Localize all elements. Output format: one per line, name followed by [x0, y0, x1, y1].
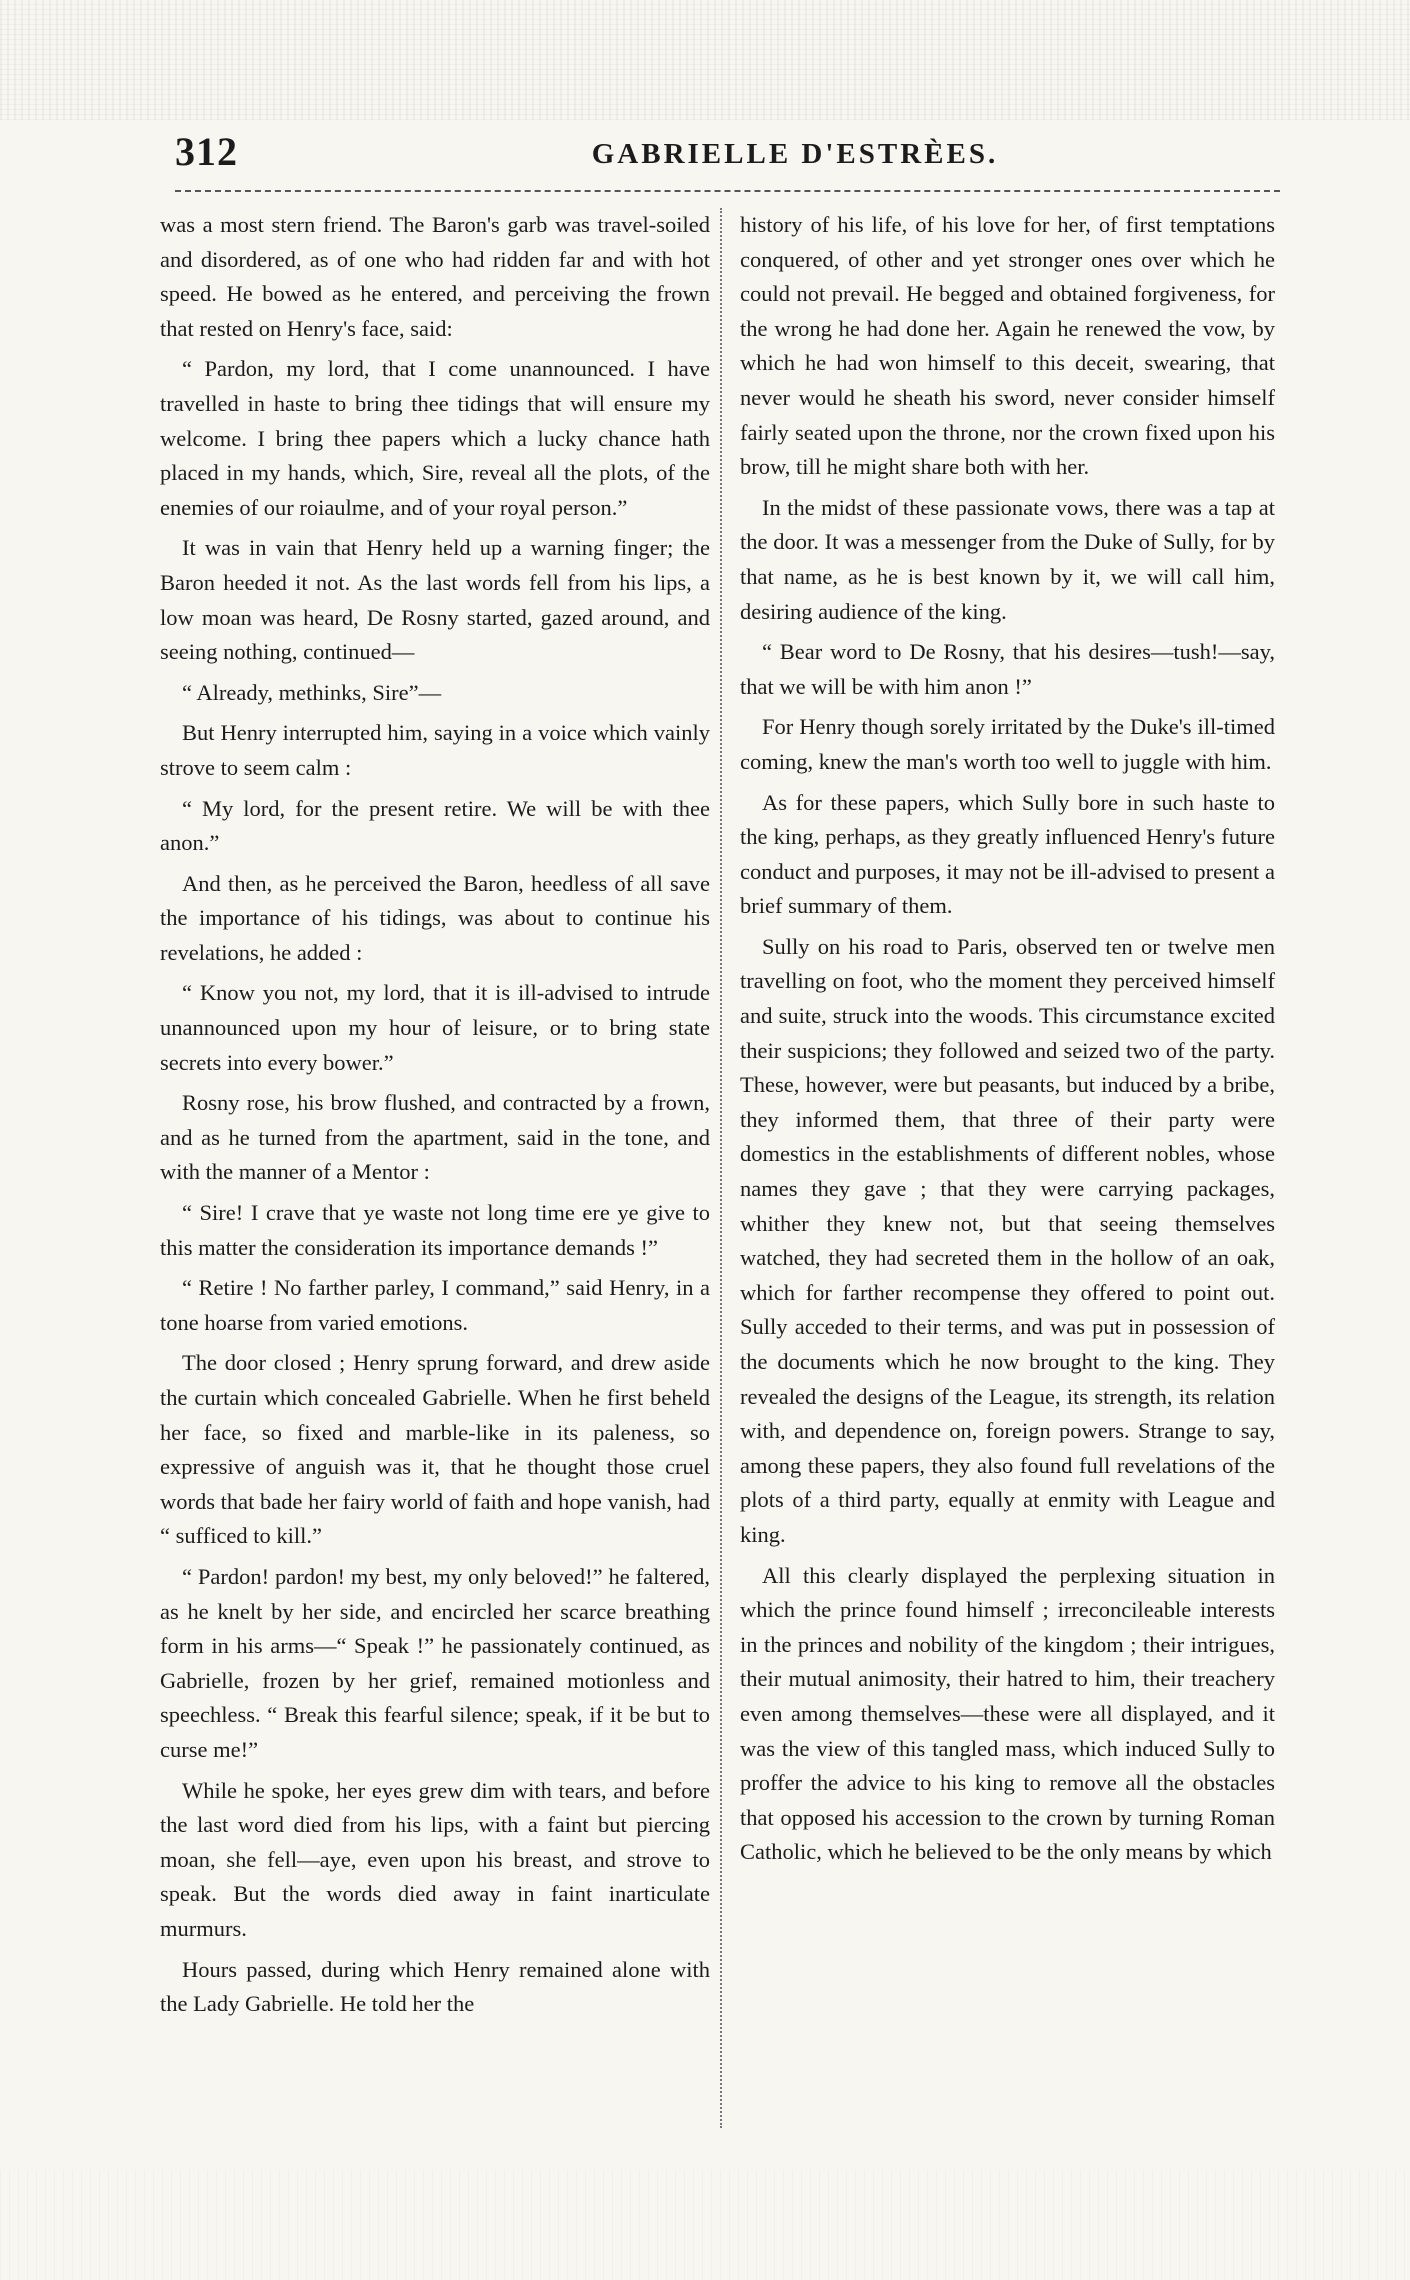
paragraph: Sully on his road to Paris, observed ten or twelve men travelling on foot, who the moment they perceived himself and suite, struck into the woods. This circumstance excited their suspicions; they followed and seized two of the party. These, however, were but peasants, but induced by a bribe, they informed them, that three of their party were domestics in the establishments of different nobles, whose names they gave ; that they were carrying packages, whither they knew not, but that seeing themselves watched, they had secreted them in the hollow of an oak, which for farther recompense they offered to point out. Sully acceded to their terms, and was put in possession of the documents which he now brought to the king. They revealed the designs of the League, its strength, its relation with, and dependence on, foreign powers. Strange to say, among these papers, they also found full revelations of the plots of a third party, equally at enmity with League and king.	[740, 933, 1275, 1547]
paragraph: Rosny rose, his brow flushed, and contracted by a frown, and as he turned from the apartment, said in the tone, and with the manner of a Mentor :	[160, 1090, 710, 1185]
paragraph: “ Retire ! No farther parley, I command,” said Henry, in a tone hoarse from varied emotions.	[160, 1275, 710, 1335]
paragraph: In the midst of these passionate vows, there was a tap at the door. It was a messenger from the Duke of Sully, for by that name, as he is best known by it, we will call him, desiring audience of the king.	[740, 494, 1275, 624]
paragraph: “ Bear word to De Rosny, that his desires—tush!—say, that we will be with him anon !”	[740, 639, 1275, 699]
paragraph: While he spoke, her eyes grew dim with tears, and before the last word died from his lips, with a faint but piercing moan, she fell—aye, even upon his breast, and strove to speak. But the words died away in faint inarticulate murmurs.	[160, 1777, 710, 1941]
paragraph: “ My lord, for the present retire. We will be with thee anon.”	[160, 795, 710, 856]
page-number: 312	[175, 129, 238, 174]
page-edge-texture-top	[0, 0, 1410, 120]
page-header	[175, 128, 1275, 188]
paragraph: “ Already, methinks, Sire”—	[182, 679, 442, 705]
page-edge-texture-bottom	[0, 2170, 1410, 2280]
right-column	[740, 208, 1275, 2128]
paragraph: All this clearly displayed the perplexing situation in which the prince found himself ; irreconcileable interests in the princes and nobility of the kingdom ; their intrigues, their mutual animosity, their hatred to him, their treachery even among themselves—these were all displayed, and it was the view of this tangled mass, which induced Sully to proffer the advice to his king to remove all the obstacles that opposed his accession to the crown by turning Roman Catholic, which he believed to be the only means by which	[740, 1562, 1275, 1865]
paragraph: For Henry though sorely irritated by the Duke's ill-timed coming, knew the man's worth too well to juggle with him.	[740, 714, 1275, 774]
paragraph: history of his life, of his love for her, of first temptations conquered, of other and yet stronger ones over which he could not prevail. He begged and obtained forgiveness, for the wrong he had done her. Again he renewed the vow, by which he had won himself to this deceit, swearing, that never would he sheath his sword, never consider himself fairly seated upon the throne, nor the crown fixed upon his brow, till he might share both with her.	[740, 212, 1275, 480]
left-column	[160, 208, 710, 2128]
paragraph: “ Pardon, my lord, that I come unannounced. I have travelled in haste to bring thee tidings that will ensure my welcome. I bring thee papers which a lucky chance hath placed in my hands, which, Sire, reveal all the plots, of the enemies of our roiaulme, and of your royal person.”	[160, 356, 710, 520]
paragraph: It was in vain that Henry held up a warning finger; the Baron heeded it not. As the last words fell from his lips, a low moan was heard, De Rosny started, gazed around, and seeing nothing, continued—	[160, 535, 710, 665]
paragraph: Hours passed, during which Henry remained alone with the Lady Gabrielle. He told her the	[160, 1956, 710, 2017]
paragraph: But Henry interrupted him, saying in a voice which vainly strove to seem calm :	[160, 720, 710, 780]
paragraph: “ Know you not, my lord, that it is ill-advised to intrude unannounced upon my hour of leisure, or to bring state secrets into every bower.”	[160, 980, 710, 1075]
paragraph: was a most stern friend. The Baron's garb was travel-soiled and disordered, as of one who had ridden far and with hot speed. He bowed as he entered, and perceiving the frown that rested on Henry's face, said:	[160, 212, 710, 341]
header-rule	[175, 190, 1280, 192]
paragraph: “ Pardon! pardon! my best, my only beloved!” he faltered, as he knelt by her side, and encircled her scarce breathing form in his arms—“ Speak !” he passionately continued, as Gabrielle, frozen by her grief, remained motionless and speechless. “ Break this fearful silence; speak, if it be but to curse me!”	[160, 1563, 710, 1762]
paragraph: “ Sire! I crave that ye waste not long time ere ye give to this matter the consideration its importance demands !”	[160, 1200, 710, 1260]
paragraph: And then, as he perceived the Baron, heedless of all save the importance of his tidings, was about to continue his revelations, he added :	[160, 870, 710, 965]
running-title: GABRIELLE D'ESTRÈES.	[591, 138, 999, 170]
paragraph: The door closed ; Henry sprung forward, and drew aside the curtain which concealed Gabrielle. When he first beheld her face, so fixed and marble-like in its paleness, so expressive of anguish was it, that he thought those cruel words that bade her fairy world of faith and hope vanish, had “ sufficed to kill.”	[160, 1350, 710, 1549]
column-divider	[720, 208, 722, 2128]
paragraph: As for these papers, which Sully bore in such haste to the king, perhaps, as they greatly influenced Henry's future conduct and purposes, it may not be ill-advised to present a brief summary of them.	[740, 789, 1275, 919]
